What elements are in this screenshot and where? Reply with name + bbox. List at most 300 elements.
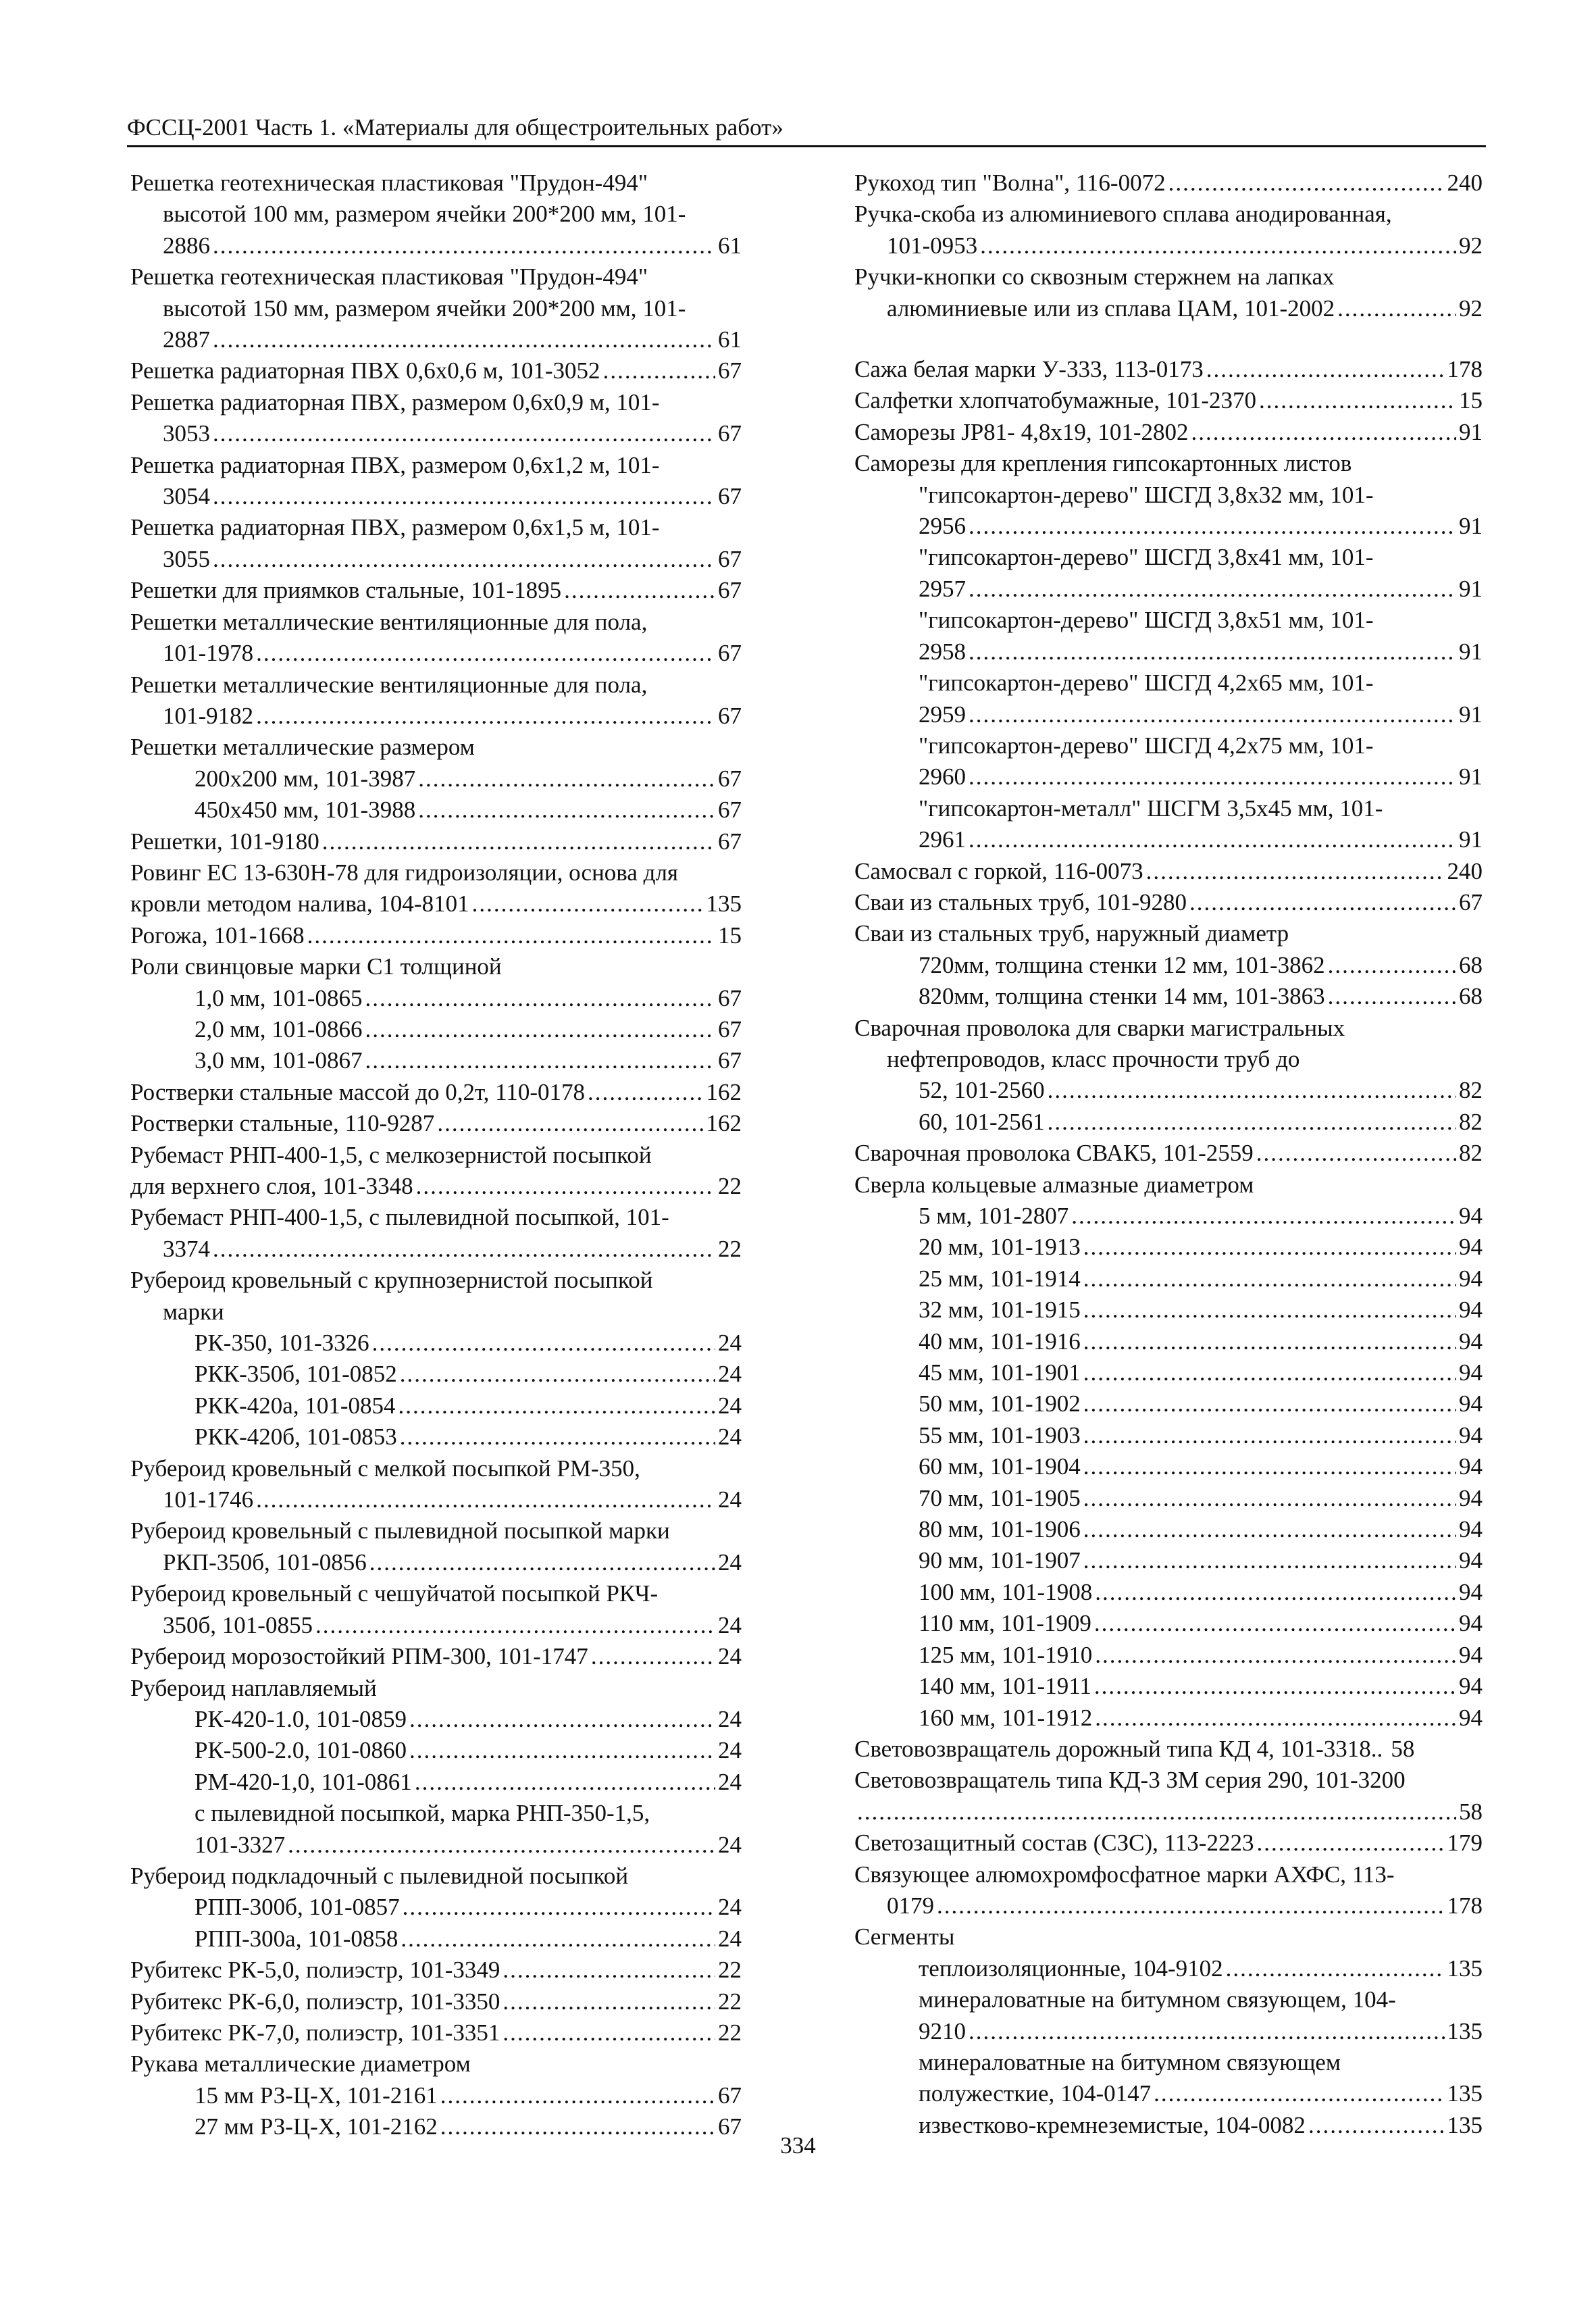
dot-leader <box>1256 1138 1456 1169</box>
index-entry-text: Сверла кольцевые алмазные диаметром <box>854 1171 1254 1198</box>
index-entry-label: Рубитекс РК-7,0, полиэстр, 101-3351 <box>130 2019 500 2046</box>
dot-leader <box>1226 1953 1445 1984</box>
index-entry <box>130 732 742 763</box>
index-entry-text: Ручка-скоба из алюминиевого сплава анодированная, <box>854 201 1392 228</box>
dot-leader <box>213 418 715 449</box>
index-entry <box>854 1483 1483 1514</box>
index-entry-page: 68 <box>1459 983 1483 1010</box>
index-entry-page: 24 <box>718 1486 742 1513</box>
index-entry-leader-line <box>854 1075 1483 1106</box>
index-entry-text: Рубероид наплавляемый <box>130 1674 377 1701</box>
index-entry <box>130 920 742 951</box>
index-entry-label: РКК-420б, 101-0853 <box>195 1424 397 1451</box>
index-entry-page: 135 <box>1447 1955 1483 1982</box>
index-entry <box>854 1263 1483 1294</box>
index-entry-leader-line <box>130 1045 742 1076</box>
index-entry-leader-line <box>130 2017 742 2048</box>
index-entry-leader-line <box>130 1014 742 1045</box>
dot-leader <box>400 1422 715 1453</box>
index-entry <box>854 1859 1483 1922</box>
dot-leader <box>400 1359 715 1390</box>
index-entry-label: 27 мм РЗ-Ц-Х, 101-2162 <box>195 2113 438 2140</box>
dot-leader <box>403 1892 715 1923</box>
index-entry-label: 60 мм, 101-1904 <box>919 1453 1081 1480</box>
index-entry-page: 67 <box>718 1047 742 1074</box>
dot-leader <box>398 1390 716 1422</box>
index-entry <box>854 1451 1483 1482</box>
index-entry-label: для верхнего слоя, 101-3348 <box>130 1173 413 1199</box>
index-entry-page: 67 <box>718 765 742 792</box>
index-entry-page: 67 <box>1459 888 1483 915</box>
index-entry-leader-line <box>854 1577 1483 1608</box>
index-entry <box>854 1107 1483 1138</box>
index-entry-text: "гипсокартон-дерево" ШСГД 4,2х65 мм, 101- <box>919 670 1374 697</box>
index-entry-label: 80 мм, 101-1906 <box>919 1516 1081 1543</box>
index-entry-leader-line <box>130 826 742 857</box>
index-entry-text: Решетка радиаторная ПВХ, размером 0,6х0,9 м, 101- <box>130 388 660 416</box>
dot-leader <box>1083 1326 1456 1357</box>
index-entry <box>130 1328 742 1359</box>
index-entry-leader-line <box>130 888 742 920</box>
index-entry <box>854 1984 1483 2047</box>
dot-leader <box>1048 1107 1456 1138</box>
index-entry-leader-line <box>130 1077 742 1108</box>
index-entry <box>854 950 1483 981</box>
index-entry-leader-line <box>130 1390 742 1422</box>
index-entry <box>854 542 1483 605</box>
index-entry <box>854 1075 1483 1106</box>
index-entry-text: Рубероид кровельный с мелкой посыпкой РМ-350, <box>130 1455 640 1482</box>
index-entry <box>130 355 742 386</box>
index-entry-label: полужесткие, 104-0147 <box>919 2080 1152 2107</box>
index-entry-label: Сварочная проволока СВАК5, 101-2559 <box>854 1140 1254 1167</box>
index-entry <box>854 1545 1483 1576</box>
index-entry-page: 67 <box>718 420 742 447</box>
index-entry-page: 24 <box>718 1361 742 1388</box>
index-entry-leader-line <box>854 887 1483 918</box>
index-entry-page: 178 <box>1447 356 1483 383</box>
index-entry-label: кровли методом налива, 104-8101 <box>130 890 469 917</box>
index-column-right <box>854 168 1483 2141</box>
index-entry-leader-line <box>130 1641 742 1672</box>
index-entry <box>854 793 1483 856</box>
index-entry-label: 52, 101-2560 <box>919 1077 1045 1104</box>
index-entry-page: 178 <box>1447 1892 1483 1919</box>
index-entry <box>854 1734 1483 1765</box>
index-entry-leader-line <box>130 1955 742 1986</box>
dot-leader <box>1083 1388 1456 1419</box>
index-entry-page: 94 <box>1459 1673 1483 1700</box>
index-entry-label: РМ-420-1,0, 101-0861 <box>195 1768 412 1795</box>
index-entry-leader-line <box>130 701 742 732</box>
index-entry-leader-line <box>130 1422 742 1453</box>
index-entry <box>130 826 742 857</box>
index-entry-label: известково-кремнеземистые, 104-0082 <box>919 2111 1306 2138</box>
index-entry-text: Сегменты <box>854 1923 955 1951</box>
index-entry <box>130 857 742 920</box>
index-entry-page: 92 <box>1459 232 1483 259</box>
index-entry-leader-line <box>854 1734 1483 1765</box>
dot-leader <box>1146 856 1445 887</box>
index-entry <box>130 261 742 355</box>
index-entry <box>854 1608 1483 1639</box>
index-entry-page: 91 <box>1459 513 1483 540</box>
index-entry-page: 82 <box>1459 1140 1483 1167</box>
index-entry-label: Решетка радиаторная ПВХ 0,6х0,6 м, 101-3052 <box>130 357 600 384</box>
index-entry <box>130 1453 742 1516</box>
index-entry-label: Сажа белая марки У-333, 113-0173 <box>854 356 1204 383</box>
index-entry-page: 94 <box>1459 1422 1483 1449</box>
page-header: ФССЦ-2001 Часть 1. «Материалы для общестроительных работ» <box>127 114 783 141</box>
dot-leader <box>307 920 715 951</box>
index-entry <box>130 512 742 575</box>
index-entry <box>130 607 742 670</box>
index-entry-label: Рубитекс РК-5,0, полиэстр, 101-3349 <box>130 1957 500 1984</box>
index-entry-page: 58 <box>1459 1798 1483 1825</box>
index-entry <box>130 1515 742 1578</box>
index-entry-leader-line <box>854 636 1483 668</box>
dot-leader <box>1095 1703 1456 1734</box>
index-entry-page: 61 <box>718 326 742 353</box>
index-entry-label: РКК-420а, 101-0854 <box>195 1392 396 1419</box>
index-entry <box>130 1390 742 1422</box>
index-entry-page: 67 <box>718 797 742 824</box>
index-entry-leader-line <box>854 699 1483 730</box>
index-entry <box>130 2080 742 2111</box>
index-entry-page: 67 <box>718 357 742 384</box>
index-entry-page: 91 <box>1459 701 1483 728</box>
index-entry-leader-line <box>130 481 742 512</box>
index-entry-page: 94 <box>1459 1547 1483 1574</box>
index-entry-label: 160 мм, 101-1912 <box>919 1704 1093 1731</box>
index-entry-label: 25 мм, 101-1914 <box>919 1265 1081 1292</box>
index-entry-text: Световозвращатель типа КД-3 ЗМ серия 290, 101-3200 <box>854 1767 1406 1794</box>
index-entry-label: 55 мм, 101-1903 <box>919 1422 1081 1449</box>
index-entry <box>854 887 1483 918</box>
index-entry-label: 2887 <box>163 326 210 353</box>
index-entry <box>130 575 742 606</box>
index-entry-leader-line <box>130 1767 742 1798</box>
dot-leader <box>1094 1608 1456 1639</box>
index-entry-page: 15 <box>1459 387 1483 414</box>
index-entry-page: 67 <box>718 577 742 604</box>
index-entry-label: Рубитекс РК-6,0, полиэстр, 101-3350 <box>130 1988 500 2015</box>
index-entry-label: 450х450 мм, 101-3988 <box>195 797 416 824</box>
index-entry-leader-line <box>854 1671 1483 1702</box>
index-entry-leader-line <box>130 763 742 795</box>
index-entry-label: 3053 <box>163 420 210 447</box>
index-entry-text: Сварочная проволока для сварки магистральных <box>854 1014 1345 1041</box>
index-entry-label: 45 мм, 101-1901 <box>919 1359 1081 1386</box>
index-entry <box>130 1673 742 1704</box>
dot-leader <box>937 1890 1445 1921</box>
index-entry-leader-line <box>854 761 1483 793</box>
index-entry-leader-line <box>854 1796 1483 1828</box>
dot-leader <box>1083 1294 1456 1326</box>
index-entry-leader-line <box>854 168 1483 199</box>
dot-leader <box>256 701 715 732</box>
dot-leader <box>591 1641 715 1672</box>
dot-leader <box>1083 1263 1456 1294</box>
index-entry <box>854 605 1483 668</box>
index-entry <box>854 1013 1483 1076</box>
index-entry-label: Саморезы JP81- 4,8х19, 101-2802 <box>854 418 1189 445</box>
dot-leader <box>213 324 715 355</box>
index-entry-label: 3055 <box>163 545 210 572</box>
index-entry-continuation: высотой 150 мм, размером ячейки 200*200 мм, 101- <box>163 295 686 322</box>
index-entry-page: 24 <box>718 1330 742 1357</box>
dot-leader <box>969 761 1456 793</box>
index-entry-text: Рубемаст РНП-400-1,5, с пылевидной посыпкой, 101- <box>130 1204 669 1231</box>
dot-leader <box>1083 1483 1456 1514</box>
dot-leader <box>503 1986 715 2017</box>
index-entry-page: 94 <box>1459 1203 1483 1229</box>
index-entry-leader-line <box>854 1294 1483 1326</box>
dot-leader <box>1083 1514 1456 1545</box>
index-entry-label: Решетки для приямков стальные, 101-1895 <box>130 577 562 604</box>
dot-leader <box>1083 1545 1456 1576</box>
index-entry <box>130 168 742 261</box>
index-entry-page: 240 <box>1447 857 1483 884</box>
index-entry-label: 9210 <box>919 2017 966 2044</box>
index-entry-page: 94 <box>1459 1234 1483 1261</box>
index-entry <box>854 668 1483 730</box>
index-entry-page: 94 <box>1459 1328 1483 1355</box>
index-entry-page: 15 <box>718 922 742 949</box>
index-entry-page: 240 <box>1447 170 1483 196</box>
index-entry <box>130 1641 742 1672</box>
index-entry-text: Решетки металлические размером <box>130 734 475 761</box>
index-entry-leader-line <box>854 1828 1483 1859</box>
dot-leader <box>256 1484 715 1515</box>
index-entry-text: Решетка радиаторная ПВХ, размером 0,6х1,5 м, 101- <box>130 514 660 541</box>
index-entry-page: 24 <box>718 1768 742 1795</box>
index-entry-label: РПП-300б, 101-0857 <box>195 1894 400 1921</box>
index-entry <box>130 1265 742 1328</box>
dot-leader <box>213 1234 715 1265</box>
index-entry <box>130 1986 742 2017</box>
index-entry <box>130 1892 742 1923</box>
index-entry-page: 94 <box>1459 1610 1483 1637</box>
index-entry <box>130 450 742 513</box>
index-entry-leader-line <box>130 575 742 606</box>
index-entry <box>130 1140 742 1203</box>
index-entry-text: минераловатные на битумном связующем, 104- <box>919 1986 1396 2013</box>
index-entry-text: Решетки металлические вентиляционные для пола, <box>130 671 648 698</box>
index-entry-page: 24 <box>718 1549 742 1576</box>
index-entry-leader-line <box>854 856 1483 887</box>
dot-leader <box>1048 1075 1456 1106</box>
index-entry-page: 67 <box>718 984 742 1011</box>
index-entry-label: 200х200 мм, 101-3987 <box>195 765 416 792</box>
dot-leader <box>969 824 1456 855</box>
index-entry-page: 67 <box>718 1015 742 1042</box>
dot-leader <box>1095 1640 1456 1671</box>
index-entry-label: 2956 <box>919 513 966 540</box>
index-entry-leader-line <box>854 354 1483 385</box>
dot-leader <box>969 511 1456 542</box>
index-entry <box>130 983 742 1014</box>
index-entry-continuation: нефтепроводов, класс прочности труб до <box>887 1045 1300 1072</box>
index-entry-page: 135 <box>706 890 742 917</box>
index-entry-label: 2959 <box>919 701 966 728</box>
dot-leader <box>1094 1671 1456 1702</box>
dot-leader <box>213 481 715 512</box>
index-entry-leader-line <box>854 950 1483 981</box>
dot-leader <box>1083 1420 1456 1451</box>
index-entry-text: Рубероид кровельный с пылевидной посыпкой марки <box>130 1517 670 1544</box>
index-entry-label: 820мм, толщина стенки 14 мм, 101-3863 <box>919 983 1325 1010</box>
index-entry-label: РКК-350б, 101-0852 <box>195 1361 397 1388</box>
dot-leader <box>409 1735 715 1766</box>
dot-leader <box>365 1045 715 1076</box>
dot-leader <box>415 1767 715 1798</box>
index-entry-label: 125 мм, 101-1910 <box>919 1641 1093 1668</box>
index-entry <box>130 1704 742 1735</box>
index-entry-text: "гипсокартон-дерево" ШСГД 3,8х51 мм, 101- <box>919 607 1374 634</box>
index-entry-leader-line <box>130 920 742 951</box>
index-entry-label: 15 мм РЗ-Ц-Х, 101-2161 <box>195 2082 438 2109</box>
dot-leader <box>603 355 715 386</box>
index-entry <box>854 1169 1483 1201</box>
index-entry-leader-line <box>854 574 1483 605</box>
index-entry-leader-line <box>854 1201 1483 1232</box>
index-entry-page: 94 <box>1459 1578 1483 1605</box>
index-entry-leader-line <box>854 1451 1483 1482</box>
index-entry-page: 67 <box>718 2082 742 2109</box>
index-entry-label: Самосвал с горкой, 116-0073 <box>854 857 1143 884</box>
index-entry-page: 91 <box>1459 763 1483 790</box>
index-entry-text: Рукава металлические диаметром <box>130 2051 471 2078</box>
index-entry-text: "гипсокартон-дерево" ШСГД 3,8х41 мм, 101- <box>919 544 1374 571</box>
index-entry <box>854 1201 1483 1232</box>
index-entry-leader-line <box>854 1107 1483 1138</box>
dot-leader <box>372 1328 715 1359</box>
index-entry-label: РК-500-2.0, 101-0860 <box>195 1737 407 1764</box>
dot-leader <box>1256 1828 1444 1859</box>
dot-leader <box>472 888 704 920</box>
index-entry-label: 2958 <box>919 638 966 665</box>
dot-leader <box>1095 1577 1456 1608</box>
index-entry <box>130 1861 742 1892</box>
index-entry-page: 94 <box>1459 1390 1483 1417</box>
dot-leader <box>213 230 715 261</box>
index-entry-label: 140 мм, 101-1911 <box>919 1673 1091 1700</box>
index-entry-page: 135 <box>1447 2080 1483 2107</box>
index-entry-leader-line <box>854 1388 1483 1419</box>
dot-leader <box>1206 354 1445 385</box>
index-entry-page: 94 <box>1459 1453 1483 1480</box>
dot-leader <box>418 763 715 795</box>
dot-leader <box>503 1955 715 1986</box>
index-entry <box>854 1765 1483 1828</box>
dot-leader <box>322 826 715 857</box>
index-entry <box>854 1514 1483 1545</box>
index-entry <box>854 1828 1483 1859</box>
index-entry <box>130 1014 742 1045</box>
index-entry-text: Решетки металлические вентиляционные для пола, <box>130 608 648 635</box>
index-entry-leader-line <box>130 1610 742 1641</box>
index-entry-label: 720мм, толщина стенки 12 мм, 101-3862 <box>919 951 1325 978</box>
dot-leader <box>1189 887 1456 918</box>
index-entry-page: 61 <box>718 232 742 259</box>
index-entry <box>130 1767 742 1798</box>
index-entry-label: 2961 <box>919 826 966 853</box>
dot-leader <box>857 1796 1456 1828</box>
dot-leader <box>213 544 715 575</box>
index-entry <box>854 1138 1483 1169</box>
index-entry <box>854 1232 1483 1263</box>
index-entry-leader-line <box>130 230 742 261</box>
dot-leader <box>1154 2078 1444 2109</box>
dot-leader <box>369 1547 715 1578</box>
dot-leader <box>256 638 715 669</box>
index-entry-leader-line <box>854 1545 1483 1576</box>
index-entry <box>854 480 1483 543</box>
dot-leader <box>1328 950 1456 981</box>
index-entry-page: 94 <box>1459 1516 1483 1543</box>
index-entry-leader-line <box>130 544 742 575</box>
index-entry-page: 24 <box>718 1831 742 1858</box>
index-entry-label: 2886 <box>163 232 210 259</box>
index-entry-leader-line <box>130 638 742 669</box>
index-entry-leader-line <box>130 324 742 355</box>
index-entry-leader-line <box>130 1234 742 1265</box>
index-entry-label: 101-3327 <box>195 1831 286 1858</box>
index-entry-label: 70 мм, 101-1905 <box>919 1484 1081 1511</box>
index-entry-label: 20 мм, 101-1913 <box>919 1234 1081 1261</box>
dot-leader <box>1337 293 1456 324</box>
index-entry-label: Ростверки стальные, 110-9287 <box>130 1110 435 1137</box>
index-entry-text: Рубероид кровельный с крупнозернистой посыпкой <box>130 1267 653 1294</box>
index-entry <box>130 1798 742 1861</box>
index-entry-leader-line <box>854 385 1483 416</box>
index-entry-leader-line <box>854 824 1483 855</box>
index-entry <box>130 795 742 826</box>
index-entry-page: 22 <box>718 1988 742 2015</box>
index-entry-page: 91 <box>1459 575 1483 602</box>
index-entry-leader-line <box>130 1830 742 1861</box>
index-entry-page: 24 <box>718 1611 742 1638</box>
dot-leader <box>409 1704 715 1735</box>
dot-leader <box>980 230 1456 261</box>
index-entry-page: 67 <box>718 828 742 855</box>
index-entry-page: 94 <box>1459 1297 1483 1324</box>
index-entry-leader-line <box>130 1892 742 1923</box>
index-entry-page: 67 <box>718 702 742 729</box>
index-entry-label: 50 мм, 101-1902 <box>919 1390 1081 1417</box>
index-entry <box>854 1577 1483 1608</box>
dot-leader <box>588 1077 703 1108</box>
index-entry-label: 32 мм, 101-1915 <box>919 1297 1081 1324</box>
index-entry-page: 94 <box>1459 1265 1483 1292</box>
dot-leader <box>416 1171 715 1202</box>
index-entry-label: 0179 <box>887 1892 934 1919</box>
index-entry-text: Роли свинцовые марки С1 толщиной <box>130 953 502 980</box>
index-entry-label: 101-9182 <box>163 702 254 729</box>
index-entry <box>130 1923 742 1955</box>
index-entry-leader-line <box>854 1703 1483 1734</box>
index-entry <box>130 1045 742 1076</box>
index-entry-page: 58 <box>1391 1735 1415 1762</box>
index-entry-text: Саморезы для крепления гипсокартонных листов <box>854 450 1352 477</box>
index-entry-leader-line <box>854 293 1483 324</box>
index-entry-label: Светозащитный состав (СЗС), 113-2223 <box>854 1830 1254 1857</box>
index-entry-text: минераловатные на битумном связующем <box>919 2048 1341 2076</box>
index-entry-leader-line <box>854 981 1483 1012</box>
index-entry-leader-line <box>854 2016 1483 2047</box>
index-entry-page: 24 <box>718 1705 742 1732</box>
